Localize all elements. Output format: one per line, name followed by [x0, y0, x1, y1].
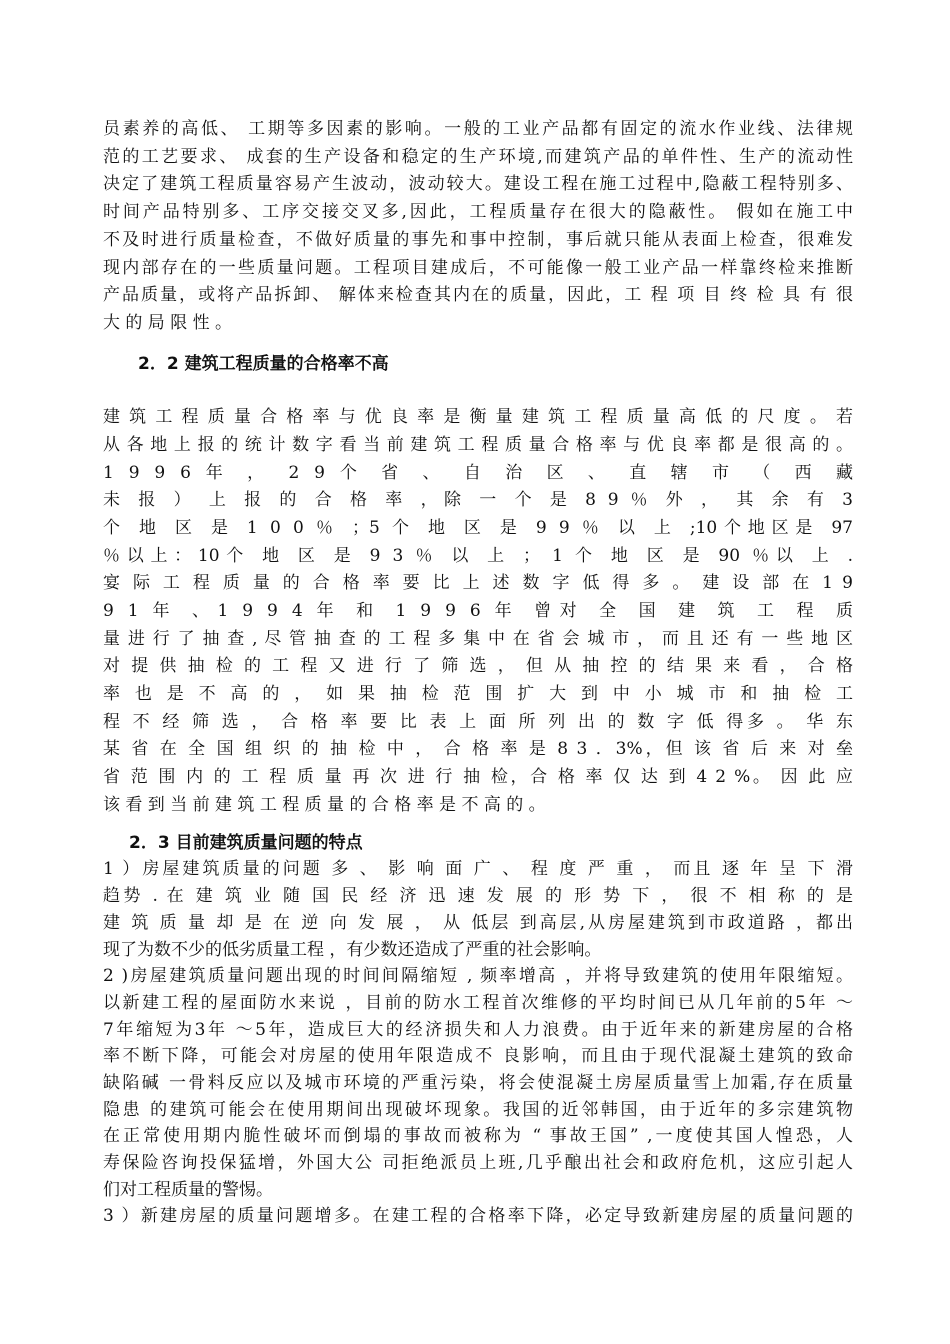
text-line: 建 筑 工 程 质 量 合 格 率 与 优 良 率 是 衡 量 建 筑 工 程 质 量 高 低 的 尺 度 。 若	[103, 407, 853, 427]
text-line: 建 筑 质 量 却 是 在 逆 向 发 展 ， 从 低层 到高层,从房屋建筑到市政道路 ，都出	[103, 913, 853, 933]
text-line: ％以上：10个 地 区 是 9 3 ％ 以 上 ； 1 个 地 区 是 90 ％以 上 .	[103, 546, 853, 566]
text-line: 们对工程质量的警惕。	[103, 1180, 273, 1200]
text-line: 寿保险咨询投保猛增，外国大公 司拒绝派员上班,几乎酿出社会和政府危机，这应引起人	[103, 1153, 853, 1173]
text-line: 现内部存在的一些质量问题。工程项目建成后，不可能像一般工业产品一样靠终检来推断	[103, 258, 853, 278]
text-line: 以新建工程的屋面防水来说 ，目前的防水工程首次维修的平均时间已从几年前的5年 ～	[103, 993, 853, 1013]
text-line: 宴 际 工 程 质 量 的 合 格 率 要 比 上 述 数 字 低 得 多 。 建 设 部 在 1 9	[103, 573, 853, 593]
text-line: 大 的 局 限 性 。	[103, 313, 233, 333]
text-line: 缺陷碱 一骨料反应以及城市环境的严重污染，将会使混凝土房屋质量雪上加霜,存在质量	[103, 1073, 853, 1093]
text-line: 产品质量，或将产品拆卸、 解体来检查其内在的质量，因此，工 程 项 目 终 检 具 有 很	[103, 285, 853, 305]
text-line: 某 省 在 全 国 组 织 的 抽 检 中 ， 合 格 率 是 8 3 ．3%，但 该 省 后 来 对 垒	[103, 739, 853, 759]
text-line: 2 )房屋建筑质量问题出现的时间间隔缩短 , 频率增高 ，并将导致建筑的使用年限缩短。	[103, 966, 853, 986]
text-line: 率不断下降，可能会对房屋的使用年限造成不 良影响，而且由于现代混凝土建筑的致命	[103, 1046, 853, 1066]
text-line: 隐患 的建筑可能会在使用期间出现破坏现象。我国的近邻韩国，由于近年的多宗建筑物	[103, 1100, 853, 1120]
text-line: 9 1 年 、1 9 9 4 年 和 1 9 9 6 年 曾对 全 国 建 筑 工 程 质	[103, 601, 853, 621]
text-line: 省 范 围 内 的 工 程 质 量 再 次 进 行 抽 检，合 格 率 仅 达 到 4 2 %。 因 此 应	[103, 767, 853, 787]
text-line: 程 不 经 筛 选 ， 合 格 率 要 比 表 上 面 所 列 出 的 数 字 低 得多 。 华 东	[103, 712, 853, 732]
text-line: 决定了建筑工程质量容易产生波动，波动较大。建设工程在施工过程中,隐蔽工程特别多、	[103, 174, 853, 194]
text-line: 未 报 ） 上 报 的 合 格 率 ，除 一 个 是 8 9 ％ 外 ， 其 余 有 3	[103, 490, 853, 510]
text-line: 趋势 . 在 建 筑 业 随 国 民 经 济 迅 速 发 展 的 形 势 下 ， 很 不 相 称 的 是	[103, 886, 853, 906]
text-line: 不及时进行质量检查，不做好质量的事先和事中控制，事后就只能从表面上检查，很难发	[103, 230, 853, 250]
text-line: 率 也 是 不 高 的 ， 如 果 抽 检 范 围 扩 大 到 中 小 城 市 和 抽 检 工	[103, 684, 853, 704]
text-line: 7年缩短为3年 ～5年，造成巨大的经济损失和人力浪费。由于近年来的新建房屋的合格	[103, 1020, 853, 1040]
text-line: 对 提 供 抽 检 的 工 程 又 进 行 了 筛 选 ， 但 从 抽 控 的 结 果 来 看 ， 合 格	[103, 656, 853, 676]
section-heading-2-2: 2．2 建筑工程质量的合格率不高	[138, 354, 389, 374]
text-line: 该 看 到 当 前 建 筑 工 程 质 量 的 合 格 率 是 不 高 的 。	[103, 795, 546, 815]
text-line: 现了为数不少的低劣质量工程 ，有少数还造成了严重的社会影响。	[103, 940, 602, 960]
text-line: 3 ）新建房屋的质量问题增多。在建工程的合格率下降，必定导致新建房屋的质量问题的	[103, 1206, 853, 1226]
text-line: 范的工艺要求、 成套的生产设备和稳定的生产环境,而建筑产品的单件性、生产的流动性	[103, 147, 853, 167]
text-line: 员素养的高低、 工期等多因素的影响。一般的工业产品都有固定的流水作业线、法律规	[103, 119, 853, 139]
text-line: 量 进 行 了 抽 查 , 尽 管 抽 查 的 工 程 多 集 中 在 省 会 城 市 ， 而 且 还 有 一 些 地 区	[103, 629, 853, 649]
text-line: 从 各 地 上 报 的 统 计 数 字 看 当 前 建 筑 工 程 质 量 合 格 率 与 优 良 率 都 是 很 高 的 。	[103, 435, 853, 455]
text-line: 1 9 9 6 年 ， 2 9 个 省 、 自 治 区 、 直 辖 市 （ 西 藏	[103, 463, 853, 483]
text-line: 在正常使用期内脆性破坏而倒塌的事故而被称为 “ 事故王国” ,一度使其国人惶恐，人	[103, 1126, 853, 1146]
text-line: 时间产品特别多、工序交接交叉多,因此，工程质量存在很大的隐蔽性。 假如在施工中	[103, 202, 853, 222]
section-heading-2-3: 2．3 目前建筑质量问题的特点	[129, 833, 363, 853]
text-line: 1 ）房屋建筑质量的问题 多 、 影 响 面 广 、 程 度 严 重 ， 而且 逐 年 呈 下 滑	[103, 859, 853, 879]
text-line: 个 地 区 是 1 0 0 ％ ；5 个 地 区 是 9 9 ％ 以 上 ;10个地区是 97	[103, 518, 853, 538]
